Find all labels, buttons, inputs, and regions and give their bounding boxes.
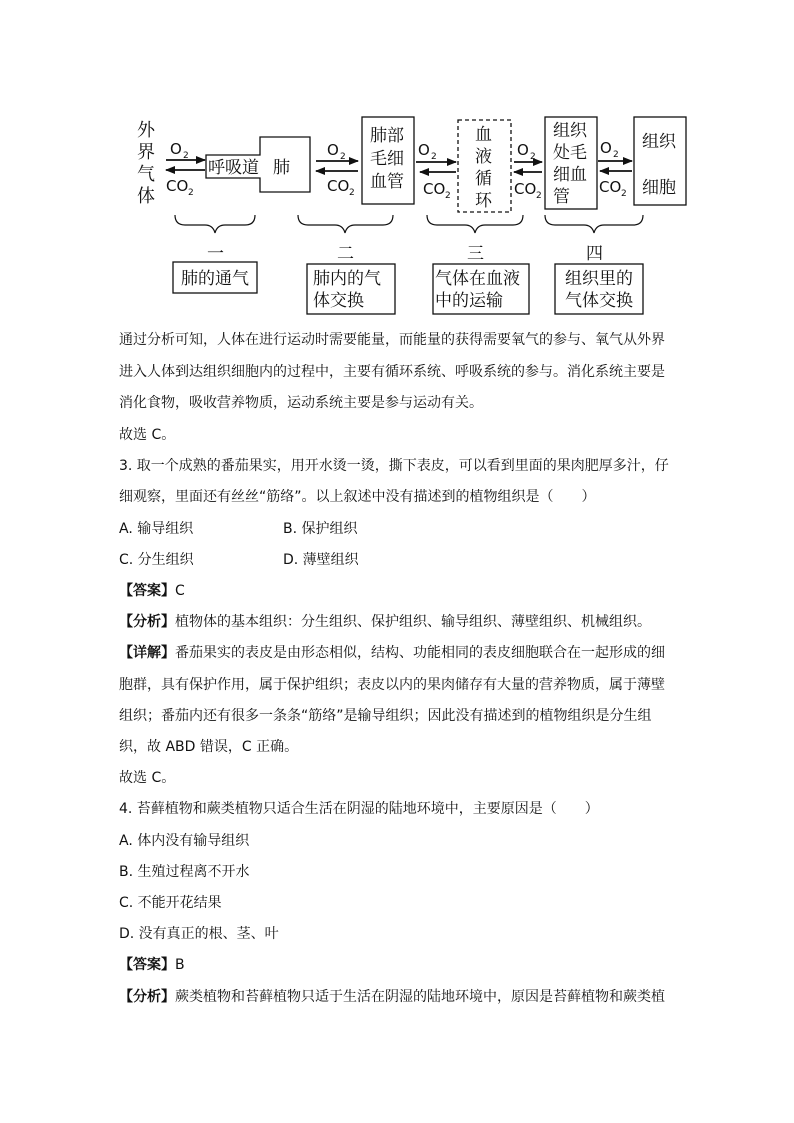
choose-line: 故选 C。 [119,427,176,443]
svg-text:体交换: 体交换 [313,291,364,311]
choose-line: 故选 C。 [119,770,176,786]
svg-text:体: 体 [137,186,155,207]
paragraph-line: 进入人体到达组织细胞内的过程中，主要有循环系统、呼吸系统的参与。消化系统主要是 [119,364,665,380]
answer-label: 【答案】 [119,957,175,973]
detail-line: 织，故 ABD 错误，C 正确。 [119,739,299,755]
svg-text:O: O [418,141,430,159]
lung-capillary-label [370,126,404,192]
svg-text:2: 2 [183,151,189,161]
svg-text:血管: 血管 [370,172,404,192]
analysis-label: 【分析】 [119,989,175,1005]
svg-text:气: 气 [137,164,155,185]
option-b: B. 生殖过程离不开水 [119,864,250,880]
svg-text:CO: CO [514,180,537,198]
stage-label-1: 肺的通气 [181,269,249,289]
svg-text:CO: CO [166,177,189,195]
svg-text:2: 2 [621,189,627,199]
svg-text:2: 2 [188,188,194,198]
answer-value: B [175,957,185,973]
answer-line [119,955,185,975]
question-3-line: 3. 取一个成熟的番茄果实，用开水烫一烫，撕下表皮，可以看到里面的果肉肥厚多汁，仔 [119,458,669,474]
svg-text:中的运输: 中的运输 [435,291,503,311]
paragraph-line: 通过分析可知，人体在进行运动时需要能量，而能量的获得需要氧气的参与、氧气从外界 [119,332,665,348]
svg-text:O: O [600,139,612,157]
svg-text:O: O [517,141,529,159]
respiratory-tract-label: 呼吸道 [208,158,259,178]
svg-text:2: 2 [340,152,346,162]
svg-text:液: 液 [475,147,492,167]
answer-label: 【答案】 [119,583,175,599]
svg-text:CO: CO [327,177,350,195]
svg-text:细胞: 细胞 [642,178,676,198]
svg-text:2: 2 [445,191,451,201]
stage-label-4 [565,269,633,311]
svg-text:2: 2 [613,150,619,160]
arrows-outside-tract [166,140,205,198]
svg-text:气体在血液: 气体在血液 [435,269,520,289]
svg-text:处毛: 处毛 [553,143,587,163]
option-d: D. 没有真正的根、茎、叶 [119,926,279,942]
svg-text:肺部: 肺部 [370,126,404,146]
svg-text:界: 界 [137,142,155,163]
stage-braces [175,215,643,233]
option-c: C. 分生组织 [119,552,194,568]
detail-line: 胞群，具有保护作用，属于保护组织；表皮以内的果肉储存有大量的营养物质，属于薄壁 [119,677,665,693]
svg-text:毛细: 毛细 [370,149,404,169]
svg-text:肺内的气: 肺内的气 [313,269,381,289]
option-a: A. 体内没有输导组织 [119,833,250,849]
detail-line [119,643,665,663]
option-c: C. 不能开花结果 [119,895,222,911]
svg-text:组织里的: 组织里的 [565,269,633,289]
option-a: A. 输导组织 [119,521,194,537]
svg-text:2: 2 [530,152,536,162]
svg-text:细血: 细血 [553,165,587,185]
arrows-blood-tissue [514,141,542,201]
tissue-cell-label [642,132,677,198]
option-b: B. 保护组织 [283,521,358,537]
svg-text:组织: 组织 [642,132,676,152]
arrows-lung-capillary [316,141,358,198]
detail-text: 番茄果实的表皮是由形态相似，结构、功能相同的表皮细胞联合在一起形成的细 [175,645,665,661]
stage-label-2 [313,269,381,311]
arrows-capillary-blood [416,141,456,201]
option-d: D. 薄壁组织 [283,552,359,568]
svg-text:二: 二 [337,244,354,264]
svg-text:环: 环 [475,191,492,211]
outside-air-label [137,120,156,207]
tissue-capillary-label [553,121,588,207]
detail-line: 组织；番茄内还有很多一条条“筋络”是输导组织；因此没有描述到的植物组织是分生组 [119,708,652,724]
svg-text:血: 血 [475,125,492,145]
svg-text:一: 一 [207,244,224,264]
svg-text:2: 2 [349,188,355,198]
svg-text:三: 三 [467,244,484,264]
analysis-line [119,987,665,1007]
svg-text:O: O [170,140,182,158]
arrows-capillary-cell [598,139,632,199]
svg-text:2: 2 [431,152,437,162]
detail-label: 【详解】 [119,645,175,661]
svg-text:2: 2 [536,191,542,201]
paragraph-line: 消化食物，吸收营养物质，运动系统主要是参与运动有关。 [119,395,483,411]
stage-numbers [207,244,603,264]
analysis-text: 植物体的基本组织：分生组织、保护组织、输导组织、薄壁组织、机械组织。 [175,614,651,630]
stage-label-3 [435,269,520,311]
question-4-line: 4. 苔藓植物和蕨类植物只适合生活在阴湿的陆地环境中，主要原因是（ ） [119,801,599,817]
svg-text:组织: 组织 [553,121,587,141]
svg-text:CO: CO [423,180,446,198]
question-3-line: 细观察，里面还有丝丝“筋络”。以上叙述中没有描述到的植物组织是（ ） [119,489,596,505]
svg-text:外: 外 [137,120,155,141]
gas-exchange-diagram [0,0,794,330]
analysis-label: 【分析】 [119,614,175,630]
svg-text:CO: CO [599,178,622,196]
blood-circulation-label [475,125,493,211]
lung-label: 肺 [273,158,290,178]
svg-text:管: 管 [553,187,570,207]
svg-text:O: O [327,141,339,159]
answer-line [119,581,185,601]
svg-text:四: 四 [586,244,603,264]
analysis-text: 蕨类植物和苔藓植物只适于生活在阴湿的陆地环境中，原因是苔藓植物和蕨类植 [175,989,665,1005]
svg-text:气体交换: 气体交换 [565,291,633,311]
answer-value: C [175,583,185,599]
svg-text:循: 循 [475,169,492,189]
analysis-line [119,612,651,632]
